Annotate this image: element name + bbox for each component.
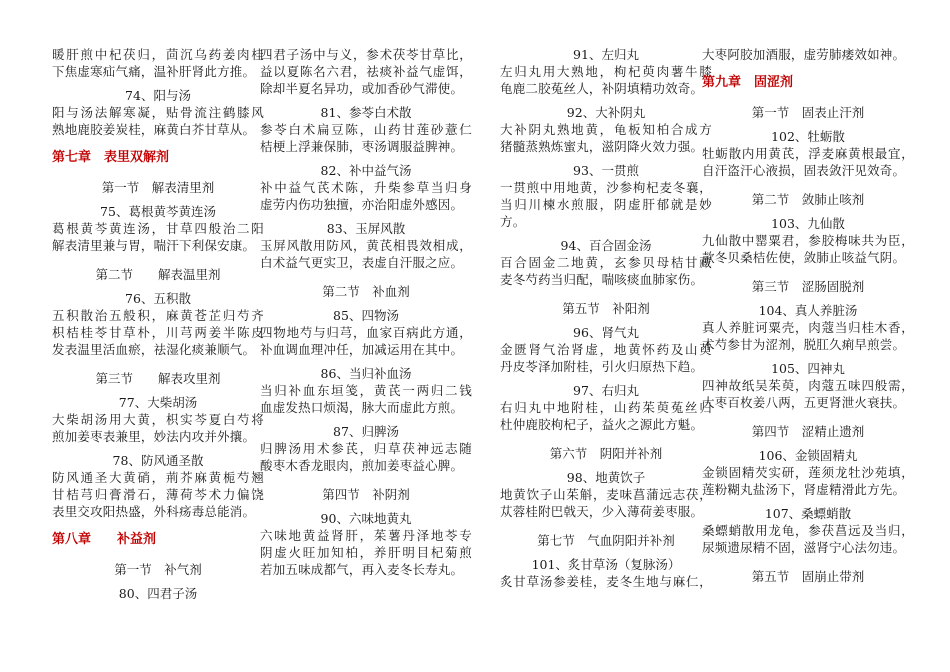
verse-line: 除却半夏名异功，或加香砂气滞使。 [260, 81, 464, 96]
formula-title: 83、玉屏风散 [326, 221, 406, 236]
formula-title: 92、大补阴丸 [566, 105, 646, 120]
verse-line: 金匮肾气治肾虚，地黄怀药及山萸 [500, 342, 712, 357]
section-heading: 第五节 固崩止带剂 [751, 569, 865, 584]
formula-title: 75、葛根黄芩黄连汤 [100, 204, 216, 219]
formula-title: 105、四神丸 [771, 361, 845, 376]
text-column-4 [702, 46, 914, 585]
verse-line: 大枣阿胶加酒服，虚劳肺痿效如神。 [702, 47, 906, 62]
text-column-1 [52, 46, 264, 602]
formula-title: 104、真人养脏汤 [758, 303, 858, 318]
verse-line: 防风通圣大黄硝，荊芥麻黄栀芍翘 [52, 470, 264, 485]
verse-line: 炙甘草汤参姜桂，麦冬生地与麻仁， [500, 574, 712, 589]
verse-line: 九仙散中罂粟君，参胶梅味共为臣， [702, 233, 914, 248]
verse-line: 自汗盗汗心液损，固表敛汗见效奇。 [702, 163, 906, 178]
formula-title: 90、六味地黄丸 [320, 511, 412, 526]
verse-line: 方。 [500, 214, 526, 229]
verse-line: 六味地黄益肾肝，茱薯丹泽地苓专 [260, 528, 472, 543]
formula-title: 96、肾气丸 [573, 325, 639, 340]
chapter-heading: 第八章 补益剂 [52, 532, 157, 547]
chapter-heading: 第七章 表里双解剂 [52, 150, 170, 165]
verse-line: 莲粉糊丸盐汤下，肾虚精滑此方先。 [702, 482, 906, 497]
formula-title: 77、大柴胡汤 [118, 395, 198, 410]
verse-line: 下焦虚寒疝气痛，温补肝肾此方推。 [52, 64, 256, 79]
text-column-3 [500, 46, 712, 590]
verse-line: 虚劳内伤功独擅，亦治阳虚外感因。 [260, 197, 464, 212]
section-heading: 第四节 涩精止遗剂 [751, 424, 865, 439]
verse-line: 杜仲鹿胶枸杞子，益火之源此方魁。 [500, 417, 704, 432]
formula-title: 94、百合固金汤 [560, 238, 652, 253]
formula-title: 82、补中益气汤 [320, 163, 412, 178]
formula-title: 93、一贯煎 [573, 163, 639, 178]
verse-line: 参苓白术扁豆陈，山药甘莲砂薏仁 [260, 122, 472, 137]
verse-line: 当归川楝水煎服，阴虚肝郁就是妙 [500, 197, 712, 212]
section-heading: 第二节 解表温里剂 [95, 267, 221, 282]
verse-line: 熟地鹿胶姜炭桂，麻黄白芥甘草从。 [52, 122, 256, 137]
verse-line: 金锁固精芡实研，莲须龙牡沙苑填， [702, 465, 914, 480]
formula-title: 101、炙甘草汤（复脉汤） [531, 557, 681, 572]
verse-line: 五积散治五般积，麻黄苍芷归芍齐 [52, 308, 264, 323]
section-heading: 第三节 涩肠固脱剂 [751, 279, 865, 294]
verse-line: 阳与汤法解寒凝，贴骨流注鹤膝风 [52, 105, 264, 120]
verse-line: 益以夏陈名六君，祛痰补益气虚饵， [260, 64, 472, 79]
verse-line: 血虚发热口烦渴，脉大而虚此方煎。 [260, 400, 464, 415]
section-heading: 第一节 补气剂 [114, 562, 202, 577]
verse-line: 右归丸中地附桂，山药茱萸菟丝归 [500, 400, 712, 415]
verse-line: 麦冬芍药当归配，喘咳痰血肺家伤。 [500, 272, 704, 287]
section-heading: 第一节 固表止汗剂 [751, 105, 865, 120]
verse-line: 桑螵蛸散用龙龟，参茯菖远及当归， [702, 523, 914, 538]
verse-line: 左归丸用大熟地，枸杞萸肉薯牛膝 [500, 64, 712, 79]
formula-title: 81、参苓白术散 [320, 105, 412, 120]
verse-line: 真人养脏诃粟壳，肉蔻当归桂木香， [702, 320, 914, 335]
verse-line: 大枣百枚姜八两，五更肾泄火衰扶。 [702, 395, 906, 410]
text-column-2 [260, 46, 472, 578]
verse-line: 四君子汤中与义，参术茯苓甘草比， [260, 47, 472, 62]
formula-title: 86、当归补血汤 [320, 366, 412, 381]
formula-title: 106、金锁固精丸 [758, 448, 858, 463]
formula-title: 80、四君子汤 [118, 586, 198, 601]
section-heading: 第五节 补阳剂 [562, 301, 650, 316]
verse-line: 归脾汤用术参芪，归草茯神远志随 [260, 441, 472, 456]
section-heading: 第一节 解表清里剂 [101, 180, 215, 195]
formula-title: 76、五积散 [125, 291, 191, 306]
verse-line: 猪髓蒸熟炼蜜丸，滋阴降火效力强。 [500, 139, 704, 154]
verse-line: 阴虚火旺加知柏，养肝明目杞菊煎 [260, 545, 472, 560]
section-heading: 第六节 阴阳并补剂 [549, 446, 663, 461]
verse-line: 补血调血理冲任，加减运用在其中。 [260, 342, 464, 357]
verse-line: 补中益气芪术陈，升柴参草当归身 [260, 180, 472, 195]
section-heading: 第三节 解表攻里剂 [95, 371, 221, 386]
formula-title: 91、左归丸 [573, 47, 639, 62]
chapter-heading: 第九章 固涩剂 [702, 75, 794, 90]
verse-line: 四神故纸吴茱萸，肉蔻五味四般需， [702, 378, 914, 393]
section-heading: 第二节 补血剂 [322, 284, 410, 299]
formula-title: 87、归脾汤 [333, 424, 399, 439]
formula-title: 98、地黄饮子 [566, 470, 646, 485]
verse-line: 地黄饮子山茱斛，麦味菖蒲远志茯， [500, 487, 712, 502]
verse-line: 暖肝煎中杞茯归，茴沉乌药姜肉桂 [52, 47, 264, 62]
verse-line: 大柴胡汤用大黄，枳实芩夏白芍将 [52, 412, 264, 427]
verse-line: 甘桔芎归膏滑石，薄荷芩术力偏饶 [52, 487, 264, 502]
verse-line: 款冬贝桑桔佐使，敛肺止咳益气阴。 [702, 250, 906, 265]
verse-line: 当归补血东垣笺，黄芪一两归二钱 [260, 383, 472, 398]
section-heading: 第二节 敛肺止咳剂 [751, 192, 865, 207]
verse-line: 玉屏风散用防风，黄芪相畏效相成， [260, 238, 472, 253]
verse-line: 尿频遗尿精不固，滋肾宁心法勿违。 [702, 540, 906, 555]
verse-line: 一贯煎中用地黄，沙参枸杞麦冬襄， [500, 180, 712, 195]
formula-title: 103、九仙散 [771, 216, 845, 231]
verse-line: 葛根黄芩黄连汤，甘草四般治二阳 [52, 221, 264, 236]
verse-line: 牡蛎散内用黄芪，浮麦麻黄根最宜， [702, 146, 914, 161]
verse-line: 表里交攻阳热盛，外科疡毒总能消。 [52, 504, 256, 519]
verse-line: 煎加姜枣表兼里，妙法内攻并外攘。 [52, 429, 256, 444]
verse-line: 大补阴丸熟地黄，龟板知柏合成方 [500, 122, 712, 137]
verse-line: 解表清里兼与胃，喘汗下利保安康。 [52, 238, 256, 253]
verse-line: 枳桔桂苓甘草朴，川芎两姜半陈皮 [52, 325, 264, 340]
verse-line: 丹皮苓泽加附桂，引火归原热下趋。 [500, 359, 704, 374]
verse-line: 龟鹿二胶菟丝人，补阴填精功效奇。 [500, 81, 704, 96]
section-heading: 第七节 气血阴阳并补剂 [537, 533, 675, 548]
verse-line: 百合固金二地黄，玄参贝母桔甘藏 [500, 255, 712, 270]
section-heading: 第四节 补阴剂 [322, 487, 410, 502]
verse-line: 术芍参甘为涩剂，脱肛久痢早煎尝。 [702, 337, 906, 352]
verse-line: 酸枣木香龙眼肉，煎加姜枣益心脾。 [260, 458, 464, 473]
formula-title: 102、牡蛎散 [771, 129, 845, 144]
verse-line: 桔梗上浮兼保肺，枣汤调服益脾神。 [260, 139, 464, 154]
formula-title: 97、右归丸 [573, 383, 639, 398]
verse-line: 白术益气更实卫，表虚自汗服之应。 [260, 255, 464, 270]
verse-line: 苁蓉桂附巴戟天，少入薄荷姜枣服。 [500, 504, 704, 519]
verse-line: 发表温里活血瘀，祛湿化痰兼顺气。 [52, 342, 256, 357]
verse-line: 四物地芍与归芎，血家百病此方通， [260, 325, 472, 340]
formula-title: 85、四物汤 [333, 308, 399, 323]
formula-title: 74、阳与汤 [125, 88, 191, 103]
formula-title: 107、桑螵蛸散 [764, 506, 852, 521]
formula-title: 78、防风通圣散 [112, 453, 204, 468]
verse-line: 若加五味成都气，再入麦冬长寿丸。 [260, 562, 464, 577]
